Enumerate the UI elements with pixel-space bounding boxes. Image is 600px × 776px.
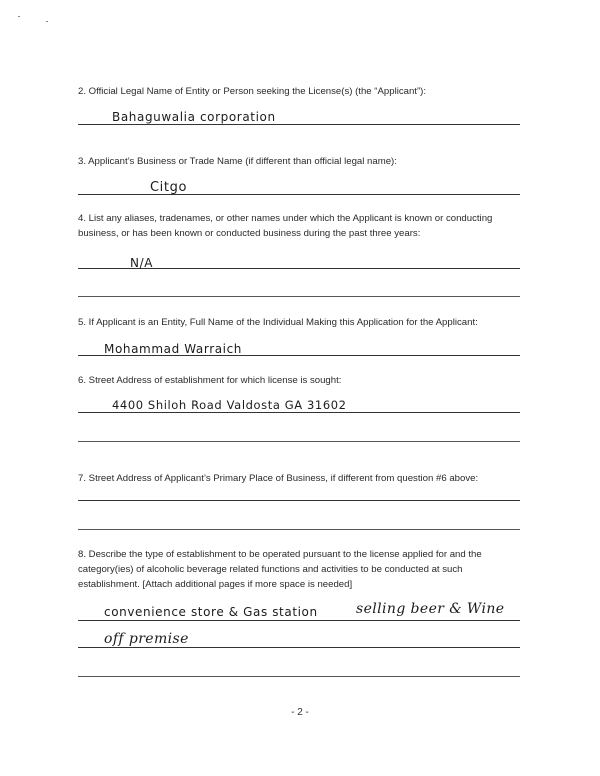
question-7-extra-line <box>78 529 520 530</box>
question-8-answer-print: convenience store & Gas station <box>104 605 318 619</box>
question-5-label: 5. If Applicant is an Entity, Full Name of the Individual Making this Application for the Applicant: <box>78 317 478 328</box>
question-3-label: 3. Applicant’s Business or Trade Name (if different than official legal name): <box>78 156 397 167</box>
question-6-extra-line <box>78 441 520 442</box>
question-4-extra-line <box>78 296 520 297</box>
question-8-label: 8. Describe the type of establishment to be operated pursuant to the license applied for and the category(ies) of alcoholic beverage related functions and activities to be conducted at such establishment. [Attach additional pages if more space is needed] <box>78 549 482 590</box>
question-2-answer-line <box>78 124 520 125</box>
question-6-label: 6. Street Address of establishment for which license is sought: <box>78 375 342 386</box>
question-5-answer: Mohammad Warraich <box>104 342 243 356</box>
question-5-answer-line <box>78 355 520 356</box>
question-2-label: 2. Official Legal Name of Entity or Person seeking the License(s) (the “Applicant”): <box>78 86 427 97</box>
question-8-answer-line-2: off premise <box>104 631 189 647</box>
question-7-answer-line <box>78 500 520 501</box>
scan-speck <box>18 16 20 17</box>
question-4-answer: N/A <box>130 256 154 270</box>
question-8-answer-cursive: selling beer & Wine <box>356 601 505 617</box>
question-8-extra-line <box>78 676 520 677</box>
scan-speck <box>46 21 48 22</box>
question-2-answer: Bahaguwalia corporation <box>112 110 276 124</box>
question-3-answer-line <box>78 194 520 195</box>
question-4-label: 4. List any aliases, tradenames, or other names under which the Applicant is known or conducting business, or has been known or conducted business during the past three years: <box>78 213 493 239</box>
question-6-answer-line <box>78 412 520 413</box>
page-number: - 2 - <box>291 707 309 718</box>
question-7-label: 7. Street Address of Applicant’s Primary Place of Business, if different from question #6 above: <box>78 473 479 484</box>
question-8-answer-line-1 <box>78 620 520 621</box>
question-6-answer: 4400 Shiloh Road Valdosta GA 31602 <box>112 398 347 412</box>
question-3-answer: Citgo <box>150 180 187 195</box>
question-8-answer-line-2-rule <box>78 647 520 648</box>
question-4-answer-line <box>78 268 520 269</box>
